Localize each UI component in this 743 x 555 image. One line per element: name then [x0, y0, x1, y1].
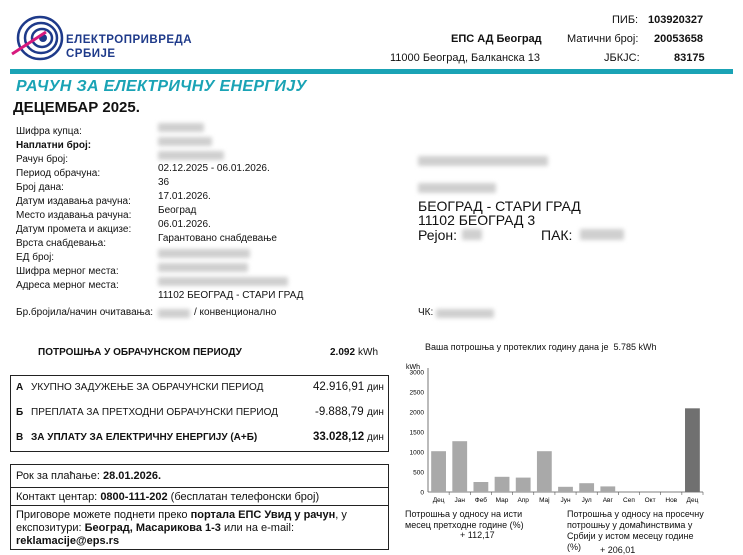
logo-line2: СРБИЈЕ: [66, 48, 116, 60]
redacted-meter-code: [158, 263, 248, 272]
consumption-chart: [398, 358, 710, 508]
detail-row: [16, 177, 64, 191]
charge-currency: дин: [367, 382, 384, 393]
complaint-line2: [16, 522, 294, 534]
detail-label: Рачун број:: [16, 154, 69, 165]
detail-row: [16, 219, 131, 233]
consumption-value: 2.092: [330, 347, 356, 358]
complaint-line1: [16, 509, 347, 521]
x-tick-label: Дец: [432, 497, 445, 504]
pib-value: 103920327: [648, 14, 704, 26]
complaint-text: Приговоре можете поднети преко: [16, 509, 188, 521]
logo-line1: ЕЛЕКТРОПРИВРЕДА: [66, 34, 193, 46]
detail-row: [16, 163, 100, 177]
logo: [10, 14, 66, 62]
detail-row: [16, 261, 119, 275]
contact-number: 0800-111-202: [100, 491, 168, 503]
chart-bar: [558, 487, 573, 492]
comparison-left-value: + 112,17: [460, 530, 495, 540]
consumption-unit: kWh: [358, 347, 378, 358]
detail-value-excise-date: 06.01.2026.: [158, 219, 211, 230]
detail-value-issue-date: 17.01.2026.: [158, 191, 211, 202]
charge-currency: дин: [367, 407, 384, 418]
chart-bar: [600, 486, 615, 492]
complaint-address: Београд, Масарикова 1-3: [84, 522, 221, 534]
comparison-left-text: Потрошња у односу на исти месец претходне године (%): [405, 509, 524, 530]
charge-letter: В: [16, 432, 24, 443]
redacted-ck: [436, 309, 494, 318]
region-label: Рејон:: [418, 227, 458, 243]
meter-reading-value: / конвенционално: [194, 307, 277, 318]
chart-bar: [579, 483, 594, 492]
y-tick-label: 3000: [409, 369, 424, 377]
charge-letter: А: [16, 382, 24, 393]
due-date-row: [16, 470, 161, 482]
detail-label: Врста снабдевања:: [16, 238, 107, 249]
y-axis-unit-label: kWh: [406, 364, 420, 371]
x-tick-label: Дец: [686, 497, 699, 504]
detail-row: [16, 191, 131, 205]
detail-value-supply-type: Гарантовано снабдевање: [158, 233, 277, 244]
chart-title: Ваша потрошња у протеклих годину дана је 5.785 kWh: [425, 342, 657, 352]
redacted-customer-code: [158, 123, 204, 132]
jbkjs-label: ЈБКЈС:: [604, 52, 640, 64]
redacted-payment-number: [158, 137, 212, 146]
detail-value-period: 02.12.2025 - 06.01.2026.: [158, 163, 270, 174]
detail-row: [16, 121, 82, 135]
bill-title: РАЧУН ЗА ЕЛЕКТРИЧНУ ЕНЕРГИЈУ: [16, 78, 307, 95]
divider: [10, 505, 389, 506]
detail-value-days: 36: [158, 177, 170, 188]
x-tick-label: Мај: [539, 497, 550, 504]
detail-label: Датум издавања рачуна:: [16, 196, 131, 207]
meter-reading-label: Бр.бројила/начин очитавања:: [16, 307, 154, 318]
detail-label: Наплатни број:: [16, 140, 92, 151]
detail-row: [16, 247, 54, 261]
detail-label: Место издавања рачуна:: [16, 210, 132, 221]
x-tick-label: Окт: [644, 497, 656, 504]
company-name: ЕПС АД Београд: [451, 33, 542, 45]
x-tick-label: Нов: [665, 497, 678, 504]
due-date-value: 28.01.2026.: [102, 470, 162, 482]
detail-label: ЕД број:: [16, 252, 55, 263]
recipient-line2: 11102 БЕОГРАД 3: [418, 212, 536, 228]
chart-bar: [431, 451, 446, 492]
redacted-meter-number: [158, 309, 190, 318]
detail-label: Шифра купца:: [16, 126, 82, 137]
x-tick-label: Феб: [474, 497, 487, 504]
chart-bar: [473, 482, 488, 492]
x-tick-label: Апр: [517, 497, 529, 504]
ck-label: ЧК:: [418, 307, 434, 318]
y-tick-label: 1000: [409, 449, 424, 457]
charge-amount: 42.916,91: [313, 381, 365, 393]
contact-row: [16, 491, 319, 503]
redacted-recipient-name: [418, 156, 548, 166]
complaint-text: , у: [335, 509, 347, 521]
redacted-pak: [580, 229, 624, 240]
charge-label: ПРЕПЛАТА ЗА ПРЕТХОДНИ ОБРАЧУНСКИ ПЕРИОД: [31, 407, 278, 418]
mb-label: Матични број:: [567, 33, 639, 45]
pak-label: ПАК:: [541, 227, 573, 243]
detail-row: [16, 135, 91, 149]
detail-label: Адреса мерног места:: [16, 280, 119, 291]
pib-label: ПИБ:: [612, 14, 639, 26]
y-tick-label: 2000: [409, 409, 424, 417]
detail-row: [16, 149, 68, 163]
chart-bar: [537, 451, 552, 492]
complaint-portal: портала ЕПС Увид у рачун: [190, 509, 336, 521]
y-tick-label: 500: [413, 469, 424, 477]
detail-label: Датум промета и акцизе:: [16, 224, 132, 235]
detail-value-issue-place: Београд: [158, 205, 197, 216]
redacted-bill-number: [158, 151, 224, 160]
detail-label: Број дана:: [16, 182, 64, 193]
charge-label: УКУПНО ЗАДУЖЕЊЕ ЗА ОБРАЧУНСКИ ПЕРИОД: [31, 382, 264, 393]
redacted-recipient-street: [418, 183, 496, 193]
x-tick-label: Мар: [495, 497, 509, 504]
charge-letter: Б: [16, 407, 24, 418]
charge-amount: 33.028,12: [313, 431, 365, 443]
mb-value: 20053658: [654, 33, 703, 45]
x-tick-label: Сеп: [623, 497, 635, 504]
charge-label: ЗА УПЛАТУ ЗА ЕЛЕКТРИЧНУ ЕНЕРГИЈУ (А+Б): [31, 432, 258, 443]
y-tick-label: 0: [420, 489, 424, 497]
contact-label: Контакт центар:: [16, 491, 98, 503]
charge-currency: дин: [367, 432, 384, 443]
comparison-right-value: + 206,01: [600, 545, 636, 555]
divider: [10, 487, 389, 488]
contact-note: (бесплатан телефонски број): [170, 491, 320, 503]
y-tick-label: 1500: [409, 429, 424, 437]
meter-address-city: 11102 БЕОГРАД - СТАРИ ГРАД: [158, 290, 304, 301]
detail-row: [16, 205, 131, 219]
complaint-email: reklamacije@eps.rs: [16, 535, 120, 547]
y-tick-label: 2500: [409, 389, 424, 397]
detail-label: Период обрачуна:: [16, 168, 101, 179]
chart-bar: [685, 408, 700, 492]
charge-amount: -9.888,79: [315, 406, 364, 418]
x-tick-label: Јул: [581, 497, 592, 504]
x-tick-label: Јун: [560, 497, 571, 504]
complaint-text: експозитури:: [16, 522, 82, 534]
consumption-label: ПОТРОШЊА У ОБРАЧУНСКОМ ПЕРИОДУ: [38, 347, 242, 358]
bill-period-heading: ДЕЦЕМБАР 2025.: [13, 99, 140, 116]
detail-row: [16, 233, 106, 247]
chart-bar: [452, 441, 467, 492]
chart-bar: [495, 477, 510, 492]
jbkjs-value: 83175: [674, 52, 705, 64]
x-tick-label: Јан: [454, 497, 465, 504]
eps-logo-icon: [10, 14, 66, 62]
redacted-meter-address: [158, 277, 288, 286]
recipient-line1: БЕОГРАД - СТАРИ ГРАД: [418, 198, 581, 214]
header-accent-bar: [10, 69, 733, 74]
detail-label: Шифра мерног места:: [16, 266, 119, 277]
chart-bar: [516, 478, 531, 492]
complaint-text: или на e-mail:: [223, 522, 295, 534]
company-address: 11000 Београд, Балканска 13: [390, 52, 541, 64]
x-tick-label: Авг: [602, 497, 613, 504]
redacted-ed-number: [158, 249, 250, 258]
comparison-right-text: Потрошња у односу на просечну потрошњу у домаћинствима у Србији у истом месецу године (%): [567, 509, 704, 552]
detail-row: [16, 275, 119, 289]
due-date-label: Рок за плаћање:: [16, 470, 100, 482]
redacted-region: [462, 229, 482, 240]
